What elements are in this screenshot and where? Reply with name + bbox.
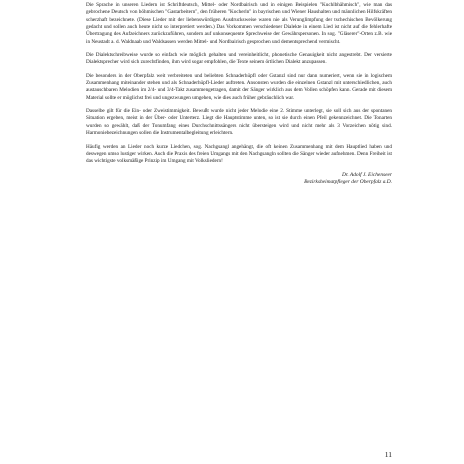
paragraph-schnaderhuepfl: Die besonders in der Oberpfalz weit verbreiteten und beliebten Schnaderhüpfl oder Gstanzl sind nur dann numeriert, wenn sie in logischem Zusammenhang miteinander stehen und als Schnaderhüpfl-Lieder auftreten. Ansonsten wurden die einzelnen Gstanzl mit unterschiedlichen, auch austauschbaren Melodien im 2/4- und 3/4-Takt zusammengetragen, damit der Sänger wirklich aus dem Vollen schöpfen kann. Gerade mit diesem Material sollte er möglichst frei und ungezwungen umgehen, wie dies auch früher gebräuchlich war.	[86, 72, 392, 101]
document-page	[86, 2, 392, 462]
paragraph-dialects: Die Sprache in unseren Liedern ist Schriftdeutsch, Mittel- oder Nordbairisch und in einigen Beispielen "Kuchlbhähmisch", wie man das gebrochene Deutsch von böhmischen "Gastarbeitern", den früheren "Kocherln" in bayrischen und Wiener Haushalten und männlichen Hilfskräften scherzhaft bezeichnete. (Diese Lieder mit der liebenswürdigen Ausdrucksweise waren nie als Verunglimpfung der tschechischen Bevölkerung gedacht und sollen auch heute nicht so interpretiert werden.) Das Vorkommen verschiedener Dialekte in einem Lied ist nicht auf die fehlerhafte Übertragung des Aufzeichners zurückzuführen, sondern auf unkonsequente Sprechweise der Gewährspersonen. In sog. "Gläserer"-Orten z.B. wie in Neustadt a. d. Waldnaab und Waldsassen werden Mittel- und Nordbairisch gesprochen und dementsprechend vermischt.	[86, 2, 392, 45]
author-title: Bezirksheimatpfleger der Oberpfalz a.D.	[304, 178, 392, 185]
paragraph-spelling: Die Dialektschreibweise wurde so einfach wie möglich gehalten und vereinheitlicht, phonetische Genauigkeit nicht angestrebt. Der versierte Dialektsprecher wird sich zurechtfinden, ihm wird sogar empfohlen, die Texte seinem örtlichen Dialekt anzupassen.	[86, 52, 392, 66]
signature-block	[86, 172, 392, 186]
paragraph-nachgsangl: Häufig werden an Lieder noch kurze Liedchen, sog. Nachgsangl angehängt, die oft keinen Zusammenhang mit dem Hauptlied haben und deswegen umso lustiger wirken. Auch die Praxis des freien Umgangs mit den Nachgsangln sollten die Sänger wieder aufnehmen. Denn Freiheit ist das wichtigste volksmäßige Prinzip im Umgang mit Volksliedern!	[86, 143, 392, 165]
page-number: 11	[384, 450, 392, 459]
author-name: Dr. Adolf J. Eichenseer	[341, 171, 392, 178]
paragraph-voices: Dasselbe gilt für die Ein- oder Zweistimmigkeit. Bewußt wurde nicht jeder Melodie eine 2. Stimme unterlegt, sie soll sich aus der spontanen Situation ergeben, meist in der Über- oder Unterterz. Liegt die Hauptstimme unten, so ist sie durch einen Pfeil gekennzeichnet. Die Tonarten wurden so gewählt, daß der Tonumfang eines Durchschnittssängers nicht übersteigen wird und nicht mehr als 3 Vorzeichen nötig sind. Harmoniebezeichnungen sollen die Instrumentalbegleitung erleichtern.	[86, 108, 392, 137]
